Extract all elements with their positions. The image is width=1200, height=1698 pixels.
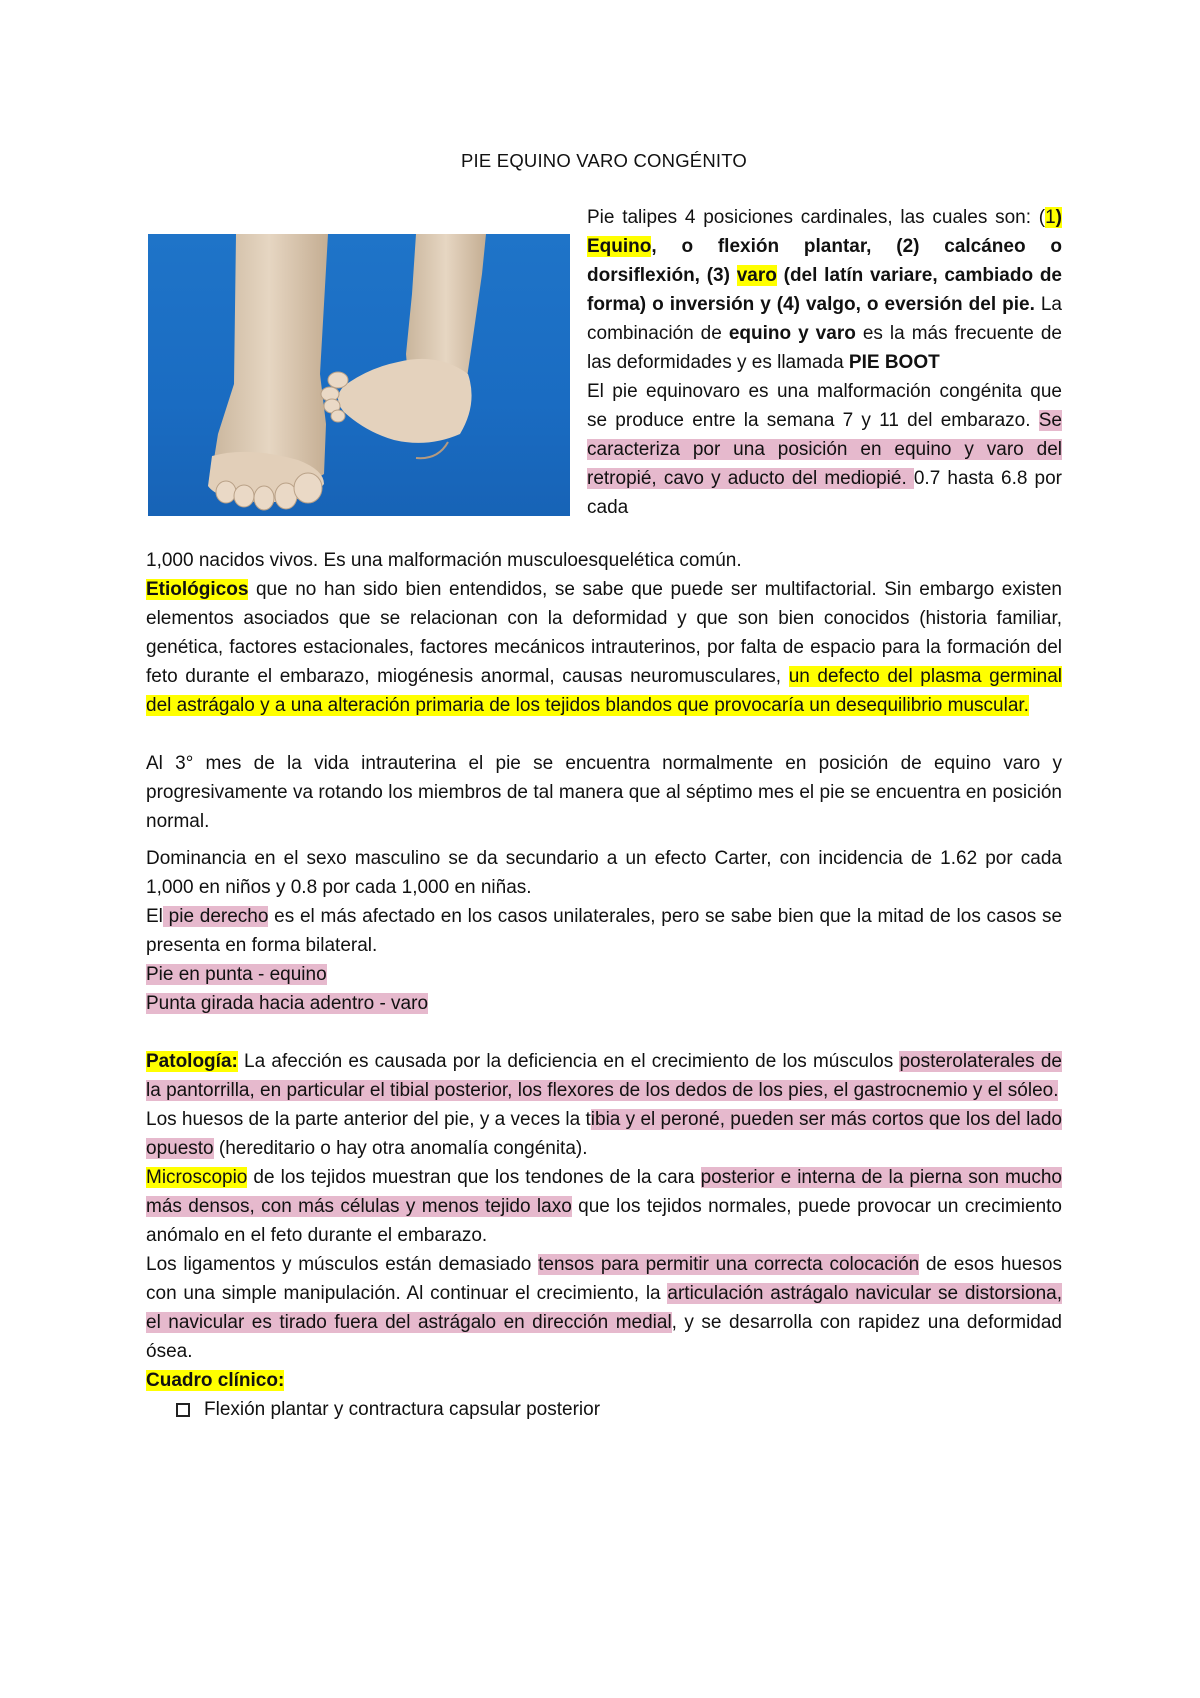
intro-text: El pie equinovaro es una malformación congénita que se produce entre la semana 7 y 11 del embarazo.: [587, 381, 1062, 431]
microscope-paragraph: [146, 1163, 1062, 1250]
highlight-varo-line: Punta girada hacia adentro - varo: [146, 993, 429, 1014]
body-text: (hereditario o hay otra anomalía congénita).: [213, 1138, 588, 1159]
dominance-paragraph: Dominancia en el sexo masculino se da secundario a un efecto Carter, con incidencia de 1.62 por cada 1,000 en niños y 0.8 por cada 1,000 en niñas.: [146, 848, 1062, 898]
highlight-right-foot: pie derecho: [162, 906, 269, 927]
clinical-heading: [146, 1366, 1062, 1395]
highlight-joint: articulación astrágalo navicular se distorsiona, el navicular es tirado fuera del astrágalo en dirección medial: [146, 1283, 1062, 1333]
intro-text: es la más frecuente de las deformidades y es llamada: [587, 323, 1062, 373]
microscope-label: Microscopio: [146, 1167, 248, 1188]
intro-bold: equino y varo: [728, 323, 856, 344]
body-text: Los huesos de la parte anterior del pie, y a veces la t: [146, 1109, 591, 1130]
intro-text: La combinación de: [587, 294, 1062, 344]
body-text: Los ligamentos y músculos están demasiado: [146, 1254, 539, 1275]
malformation-paragraph: [587, 377, 1062, 522]
highlight-number: 1: [1045, 207, 1056, 228]
body-text: de esos huesos con una simple manipulación. Al continuar el crecimiento, la: [146, 1254, 1062, 1304]
highlight-equino-line: Pie en punta - equino: [146, 964, 327, 985]
highlight-tense: tensos para permitir una correcta colocación: [538, 1254, 920, 1275]
highlight-characterization: Se caracteriza por una posición en equino y varo del retropié, cavo y aducto del mediopié.: [587, 410, 1062, 489]
intro-text: 0.7 hasta 6.8 por cada: [587, 468, 1062, 518]
intro-paragraph: [587, 203, 1062, 377]
clubfoot-photo-icon: [148, 234, 570, 516]
page-title: PIE EQUINO VARO CONGÉNITO: [461, 150, 747, 171]
body-text: es el más afectado en los casos unilaterales, pero se sabe bien que la mitad de los casos se presenta en forma bilateral.: [146, 906, 1063, 956]
document-body: [146, 546, 1062, 1424]
etiology-text: que no han sido bien entendidos, se sabe que puede ser multifactorial. Sin embargo existen elementos asociados que se relacionan con la deformidad y que son bien conocidos (historia familiar, genética, factores estacionales, factores mecánicos intrauterinos, por falta de espacio para la formación del feto durante el embarazo, miogénesis anormal, causas neuromusculares,: [146, 579, 1062, 687]
highlight-bones: ibia y el peroné, pueden ser más cortos que los del lado opuesto: [146, 1109, 1062, 1159]
body-text: El: [146, 906, 163, 927]
clubfoot-illustration: [148, 234, 570, 516]
etiology-highlight: un defecto del plasma germinal del astrágalo y a una alteración primaria de los tejidos blandos que provocaría un desequilibrio muscular.: [146, 666, 1062, 716]
body-text: de los tejidos muestran que los tendones de la cara: [247, 1167, 701, 1188]
clinical-label: Cuadro clínico:: [146, 1370, 285, 1391]
pathology-paragraph: [146, 1047, 1062, 1105]
month-paragraph: Al 3° mes de la vida intrauterina el pie se encuentra normalmente en posición de equino varo y progresivamente va rotando los miembros de tal manera que al séptimo mes el pie se encuentra en posición normal.: [146, 753, 1062, 832]
bones-paragraph: [146, 1105, 1062, 1163]
body-text: , y se desarrolla con rapidez una deformidad ósea.: [146, 1312, 1062, 1362]
intro-text: Pie talipes 4 posiciones cardinales, las cuales son: (: [587, 207, 1046, 228]
intro-bold: , o flexión plantar, (2) calcáneo o dorsiflexión, (3): [587, 236, 1062, 286]
highlight-varo: varo: [736, 265, 777, 286]
etiology-label: Etiológicos: [146, 579, 249, 600]
checkbox-bullet-icon: [176, 1403, 190, 1417]
pie-boot: PIE BOOT: [848, 352, 940, 373]
right-foot-paragraph: [146, 902, 1062, 960]
checklist-text: Flexión plantar y contractura capsular posterior: [204, 1399, 601, 1420]
punta-girada-line: [146, 989, 1062, 1018]
highlight-equino: ) Equino: [587, 207, 1062, 257]
body-text: que los tejidos normales, puede provocar un crecimiento anómalo en el feto durante el embarazo.: [146, 1196, 1062, 1246]
checklist-item: [146, 1395, 1062, 1424]
highlight-tendons: posterior e interna de la pierna son mucho más densos, con más células y menos tejido laxo: [146, 1167, 1062, 1217]
intro-bold: (del latín variare, cambiado de forma) o inversión y (4) valgo, o eversión del pie.: [587, 265, 1062, 315]
etiology-paragraph: [146, 575, 1062, 720]
highlight-muscles: posterolaterales de la pantorrilla, en particular el tibial posterior, los flexores de los dedos de los pies, el gastrocnemio y el sóleo.: [146, 1051, 1062, 1101]
body-text: La afección es causada por la deficiencia en el crecimiento de los músculos: [237, 1051, 900, 1072]
pathology-label: Patología:: [146, 1051, 238, 1072]
intro-column: [587, 203, 1062, 522]
incidence-line: 1,000 nacidos vivos. Es una malformación musculoesquelética común.: [146, 550, 742, 571]
ligaments-paragraph: [146, 1250, 1062, 1366]
pie-punta-line: [146, 960, 1062, 989]
